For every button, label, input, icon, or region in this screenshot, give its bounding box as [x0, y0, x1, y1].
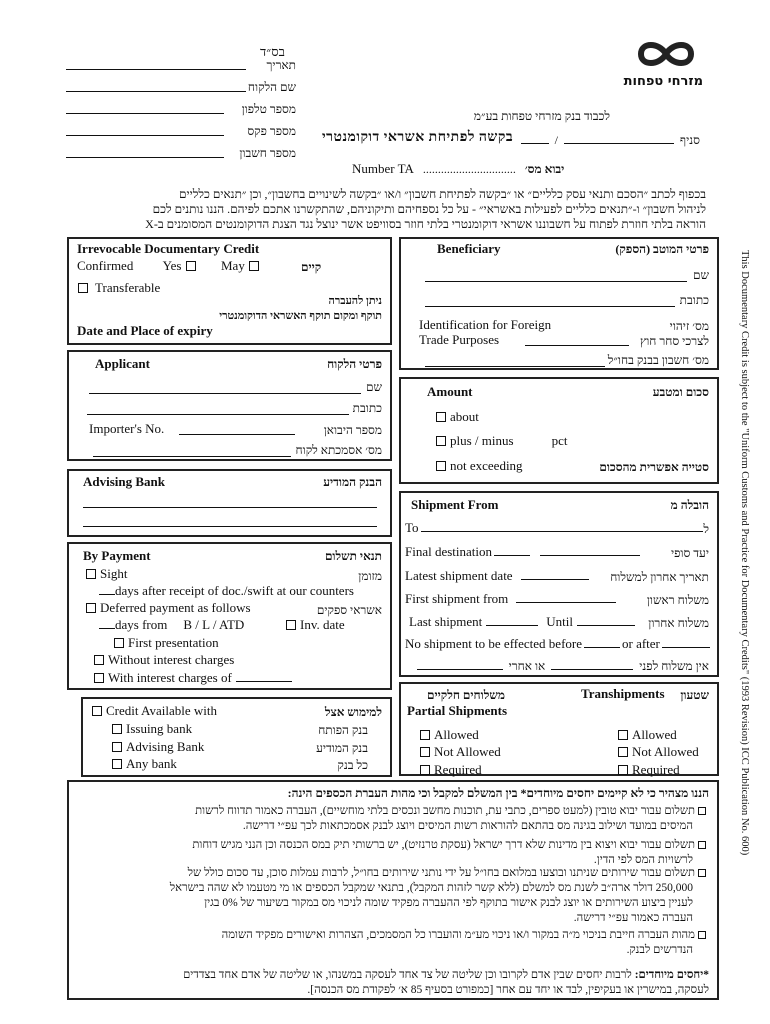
- partial-required-checkbox[interactable]: [420, 765, 430, 775]
- with-interest-label: With interest charges of: [108, 670, 232, 685]
- declaration-box: [67, 780, 719, 1000]
- first-presentation-label: First presentation: [128, 635, 219, 650]
- shipment-box: [399, 491, 719, 677]
- declaration-item-4: [222, 928, 709, 958]
- to-he: ל: [703, 522, 709, 536]
- advising-bank-he: בנק המודיע: [316, 741, 368, 755]
- irrevocable-title: Irrevocable Documentary Credit: [77, 241, 260, 256]
- about-label: about: [450, 409, 479, 424]
- deferred-checkbox[interactable]: [86, 603, 96, 613]
- latest-shipment-label: Latest shipment date: [405, 568, 513, 583]
- transship-allowed-label: Allowed: [632, 727, 677, 742]
- client-name-label: שם הלקוח: [247, 80, 296, 94]
- to-bank: לכבוד בנק מזרחי טפחות בע״מ: [473, 109, 610, 123]
- without-interest-label: Without interest charges: [108, 652, 235, 667]
- item3-line3: לעניין ביצוע השירותים או יוצג לבנק אישור בתוקף לפי ההעברה מפקיד שומה לניכוי מס במקור בשיעור של 0% בגין: [204, 897, 693, 909]
- partial-title: Partial Shipments: [407, 703, 508, 718]
- side-ucp-text: This Documentary Credit is subject to the "Uniform Customs and Practice for Documentary Credits" (1993 Revision) ICC Publication No. 600): [739, 250, 750, 856]
- item4-line2: הנדרשים לבנק.: [626, 944, 693, 956]
- irrevocable-box: [67, 237, 392, 345]
- advising-bank-label: Advising Bank: [126, 739, 205, 754]
- partial-transship-box: [399, 682, 719, 776]
- transship-not-allowed-checkbox[interactable]: [618, 747, 628, 757]
- partial-allowed-checkbox[interactable]: [420, 730, 430, 740]
- customer-ref-label: מס׳ אסמכתא לקוח: [295, 443, 382, 457]
- date-label: תאריך: [266, 58, 296, 72]
- first-shipment-label: First shipment from: [405, 591, 509, 606]
- declaration-item-1: [195, 804, 709, 834]
- header-fields: [66, 60, 296, 168]
- footnote-line2: לעסקה, במישרין או בעקיפין, לבד או יחד עם אחר [כמפורט בסעיף 85 א׳ לפקודת מס הכנסה].: [307, 984, 709, 996]
- expiry-en: Date and Place of expiry: [77, 323, 213, 338]
- footnote-label: *יחסים מיוחדים:: [634, 969, 709, 981]
- import-number-row: [352, 161, 564, 177]
- payment-title-he: תנאי תשלום: [324, 549, 382, 563]
- not-exceeding-label: not exceeding: [450, 458, 523, 473]
- partial-not-allowed-label: Not Allowed: [434, 744, 501, 759]
- last-shipment-he: משלוח אחרון: [648, 616, 709, 630]
- shipment-title: Shipment From: [411, 497, 499, 512]
- bl-atd-label: B / L / ATD: [183, 617, 245, 632]
- item1-line1: תשלום עבור יבוא טובין (למעט ספרים, כתבי עת, תוכנות מחשב ונכסים בלתי מוחשיים), העברה כאמור תדווח לרשות: [195, 805, 695, 817]
- branch-separator: /: [554, 133, 558, 147]
- pct-label: pct: [551, 433, 568, 448]
- payment-title: By Payment: [83, 548, 151, 563]
- advising-bank-checkbox[interactable]: [112, 742, 122, 752]
- bsd-mark: בס״ד: [260, 44, 285, 59]
- logo-text: מזרחי טפחות: [623, 74, 703, 89]
- applicant-name-label: שם: [366, 380, 382, 394]
- yes-checkbox[interactable]: [186, 261, 196, 271]
- beneficiary-account-label: מס׳ חשבון בבנק בחו״ל: [607, 353, 709, 367]
- shipment-title-he: הובלה מ: [670, 498, 709, 512]
- beneficiary-id-he-1: מס׳ זיהוי: [669, 319, 709, 333]
- beneficiary-title-he: פרטי המוטב (הספק): [615, 242, 709, 256]
- account-label: מספר חשבון: [239, 146, 296, 160]
- beneficiary-id-en-1: Identification for Foreign: [419, 317, 552, 332]
- number-ta-label: Number TA: [352, 161, 414, 176]
- transship-title: Transhipments: [581, 686, 665, 701]
- may-checkbox[interactable]: [249, 261, 259, 271]
- no-shipment-he-1: אין משלוח לפני: [639, 659, 709, 673]
- not-exceeding-checkbox[interactable]: [436, 461, 446, 471]
- without-interest-checkbox[interactable]: [94, 655, 104, 665]
- deferred-label: Deferred payment as follows: [100, 600, 251, 615]
- or-after-label: or after: [622, 636, 660, 651]
- item3-line1: תשלום עבור שירותים שניתנו ובוצעו במלואם בחו״ל על ידי נותני שירותים בחו״ל, לרבות עמלות סוכן, עד סכום כולל של: [187, 867, 695, 879]
- beneficiary-id-he-2: לצרכי סחר חוץ: [639, 334, 709, 348]
- item1-line2: המיסים במועד ושילוב בגינה מס בהתאם להוראות רשות המיסים ויוצג לבנק אסמכתאות לכך עפ״י דרישה.: [242, 820, 693, 832]
- may-label: May: [221, 258, 245, 273]
- issuing-bank-he: בנק הפותח: [318, 723, 368, 737]
- partial-allowed-label: Allowed: [434, 727, 479, 742]
- item3-line2: 250,000 דולר ארה״ב לשנת מס למשלם (ללא קשר לזהות המקבל), בתנאי שמקבל הכספים או מי מטעמו לא שהה בישראל: [169, 882, 693, 894]
- first-presentation-checkbox[interactable]: [114, 638, 124, 648]
- last-shipment-label: Last shipment: [409, 614, 483, 629]
- sight-label: Sight: [100, 566, 128, 581]
- applicant-box: [67, 350, 392, 461]
- until-label: Until: [546, 614, 574, 629]
- transferable-he: ניתן להעברה: [328, 295, 382, 307]
- kayam-label: קיים: [301, 260, 322, 274]
- credit-available-box: [81, 697, 392, 777]
- importer-no-he: מספר היבואן: [323, 423, 382, 437]
- applicant-title: Applicant: [95, 356, 150, 371]
- transferable-label: Transferable: [95, 280, 161, 295]
- item2-line1: תשלום עבור יבוא ויצוא בין מדינות שלא דרך ישראל (עסקת טרנזיט), יש ברשותי תיק במס הכנסה וכן הנני מגיש דוחות: [192, 839, 695, 851]
- first-shipment-he: משלוח ראשון: [646, 593, 709, 607]
- intro-line-2: לניהול חשבון״ ו-״תנאים כלליים לפעילות באשראי״ - על כל נספחיהם ותיקוניהם, שהתקשרנו אתכם לפיהם. הננו נותנים לכם: [152, 202, 706, 216]
- item4-line1: מהות העברה חייבת בניכוי מ״ה במקור ו/או ניכוי מע״מ והועברו כל המסמכים, הצהרות ואישורים מפקיד השומה: [221, 929, 695, 941]
- advising-bank-title: Advising Bank: [83, 474, 166, 489]
- transferable-checkbox[interactable]: [78, 283, 88, 293]
- declaration-footnote: [183, 968, 709, 998]
- transship-title-he: שטעון: [680, 688, 709, 702]
- declaration-item-2: [192, 838, 709, 868]
- intro-line-1: בכפוף לכתב ״הסכם ותנאי עסק כלליים״ או ״בקשה לפתיחת חשבון״ ו/או ״בקשה לשינויים בחשבון״, וכן ״תנאים כלליים: [178, 187, 706, 201]
- branch-label: סניף: [679, 133, 700, 147]
- beneficiary-title: Beneficiary: [437, 241, 501, 256]
- importer-no-label: Importer's No.: [89, 421, 165, 436]
- item3-line4: העברה כאמור עפ״י דרישה.: [573, 912, 693, 924]
- deferred-he: אשראי ספקים: [316, 603, 382, 617]
- advising-bank-box: [67, 469, 392, 537]
- infinity-logo-icon: [635, 38, 697, 70]
- number-dots: ...............................: [422, 162, 516, 176]
- plus-minus-label: plus / minus: [450, 433, 514, 448]
- yes-label: Yes: [162, 258, 182, 273]
- partial-title-he: משלוחים חלקיים: [427, 688, 505, 702]
- about-checkbox[interactable]: [436, 412, 446, 422]
- with-interest-checkbox[interactable]: [94, 673, 104, 683]
- days-from-label: days from: [115, 617, 168, 632]
- amount-box: [399, 377, 719, 484]
- bank-logo: [623, 38, 703, 89]
- confirmed-label: Confirmed: [77, 258, 134, 273]
- applicant-address-label: כתובת: [352, 401, 382, 415]
- to-label: To: [405, 520, 419, 535]
- any-bank-checkbox[interactable]: [112, 759, 122, 769]
- credit-available-he: למימוש אצל: [324, 705, 382, 719]
- item2-checkbox[interactable]: [698, 841, 706, 849]
- issuing-bank-checkbox[interactable]: [112, 724, 122, 734]
- any-bank-he: כל בנק: [337, 758, 368, 772]
- footnote-line1: לרבות יחסים שבין אדם לקרובו וכן שליטה של צד אחד לעסקה במשנהו, או שליטה של אדם אחד בצדדים: [183, 969, 632, 981]
- item1-checkbox[interactable]: [698, 807, 706, 815]
- issuing-bank-label: Issuing bank: [126, 721, 193, 736]
- inv-date-checkbox[interactable]: [286, 620, 296, 630]
- intro-text: [70, 187, 706, 232]
- beneficiary-name-label: שם: [693, 268, 709, 282]
- any-bank-label: Any bank: [126, 756, 177, 771]
- sight-he: מזומן: [358, 569, 382, 583]
- applicant-title-he: פרטי הלקוח: [327, 357, 382, 371]
- import-no-label: יבוא מס׳: [524, 162, 565, 176]
- inv-date-label: Inv. date: [300, 617, 345, 632]
- final-destination-label: Final destination: [405, 544, 493, 559]
- item2-line2: לרשויות המס לפי הדין.: [593, 854, 693, 866]
- amount-title-he: סכום ומטבע: [652, 385, 709, 399]
- beneficiary-address-label: כתובת: [679, 293, 709, 307]
- fax-label: מספר פקס: [247, 124, 296, 138]
- plus-minus-checkbox[interactable]: [436, 436, 446, 446]
- expiry-he: תוקף ומקום תוקף האשראי הדוקומנטרי: [219, 310, 382, 322]
- days-after-label: days after receipt of doc./swift at our counters: [115, 583, 354, 598]
- sight-checkbox[interactable]: [86, 569, 96, 579]
- no-shipment-label: No shipment to be effected before: [405, 636, 582, 651]
- final-destination-he: יעד סופי: [670, 546, 709, 560]
- beneficiary-box: [399, 237, 719, 370]
- phone-label: מספר טלפון: [241, 102, 296, 116]
- amount-title: Amount: [427, 384, 473, 399]
- declaration-item-3: [170, 866, 709, 926]
- form-title: בקשה לפתיחת אשראי דוקומנטרי: [322, 130, 514, 145]
- item3-checkbox[interactable]: [698, 869, 706, 877]
- beneficiary-id-en-2: Trade Purposes: [419, 332, 500, 347]
- advising-bank-title-he: הבנק המודיע: [323, 475, 382, 489]
- deviation-he: סטייה אפשרית מהסכום: [599, 460, 709, 474]
- declaration-title: הננו מצהיר כי לא קיימים יחסים מיוחדים* בין המשלם למקבל וכי מהות העברת הכספים הינה:: [287, 786, 709, 800]
- credit-available-checkbox[interactable]: [92, 706, 102, 716]
- item4-checkbox[interactable]: [698, 931, 706, 939]
- intro-line-3: הוראה בלתי חוזרת לפתוח על חשבוננו אשראי דוקומנטרי בלתי חוזר בסוויפט אשר ינוצל נגד הצגת הדוקומנטים המסומנים ב-X: [145, 217, 706, 231]
- transship-not-allowed-label: Not Allowed: [632, 744, 699, 759]
- transship-required-label: Required: [632, 762, 680, 777]
- no-shipment-he-row: [417, 659, 709, 674]
- partial-required-label: Required: [434, 762, 482, 777]
- latest-shipment-he: תאריך אחרון למשלוח: [610, 570, 709, 584]
- credit-available-label: Credit Available with: [106, 703, 217, 718]
- no-shipment-he-2: או אחרי: [508, 659, 546, 673]
- partial-not-allowed-checkbox[interactable]: [420, 747, 430, 757]
- transship-allowed-checkbox[interactable]: [618, 730, 628, 740]
- transship-required-checkbox[interactable]: [618, 765, 628, 775]
- branch-row: [521, 133, 700, 148]
- payment-box: [67, 542, 392, 690]
